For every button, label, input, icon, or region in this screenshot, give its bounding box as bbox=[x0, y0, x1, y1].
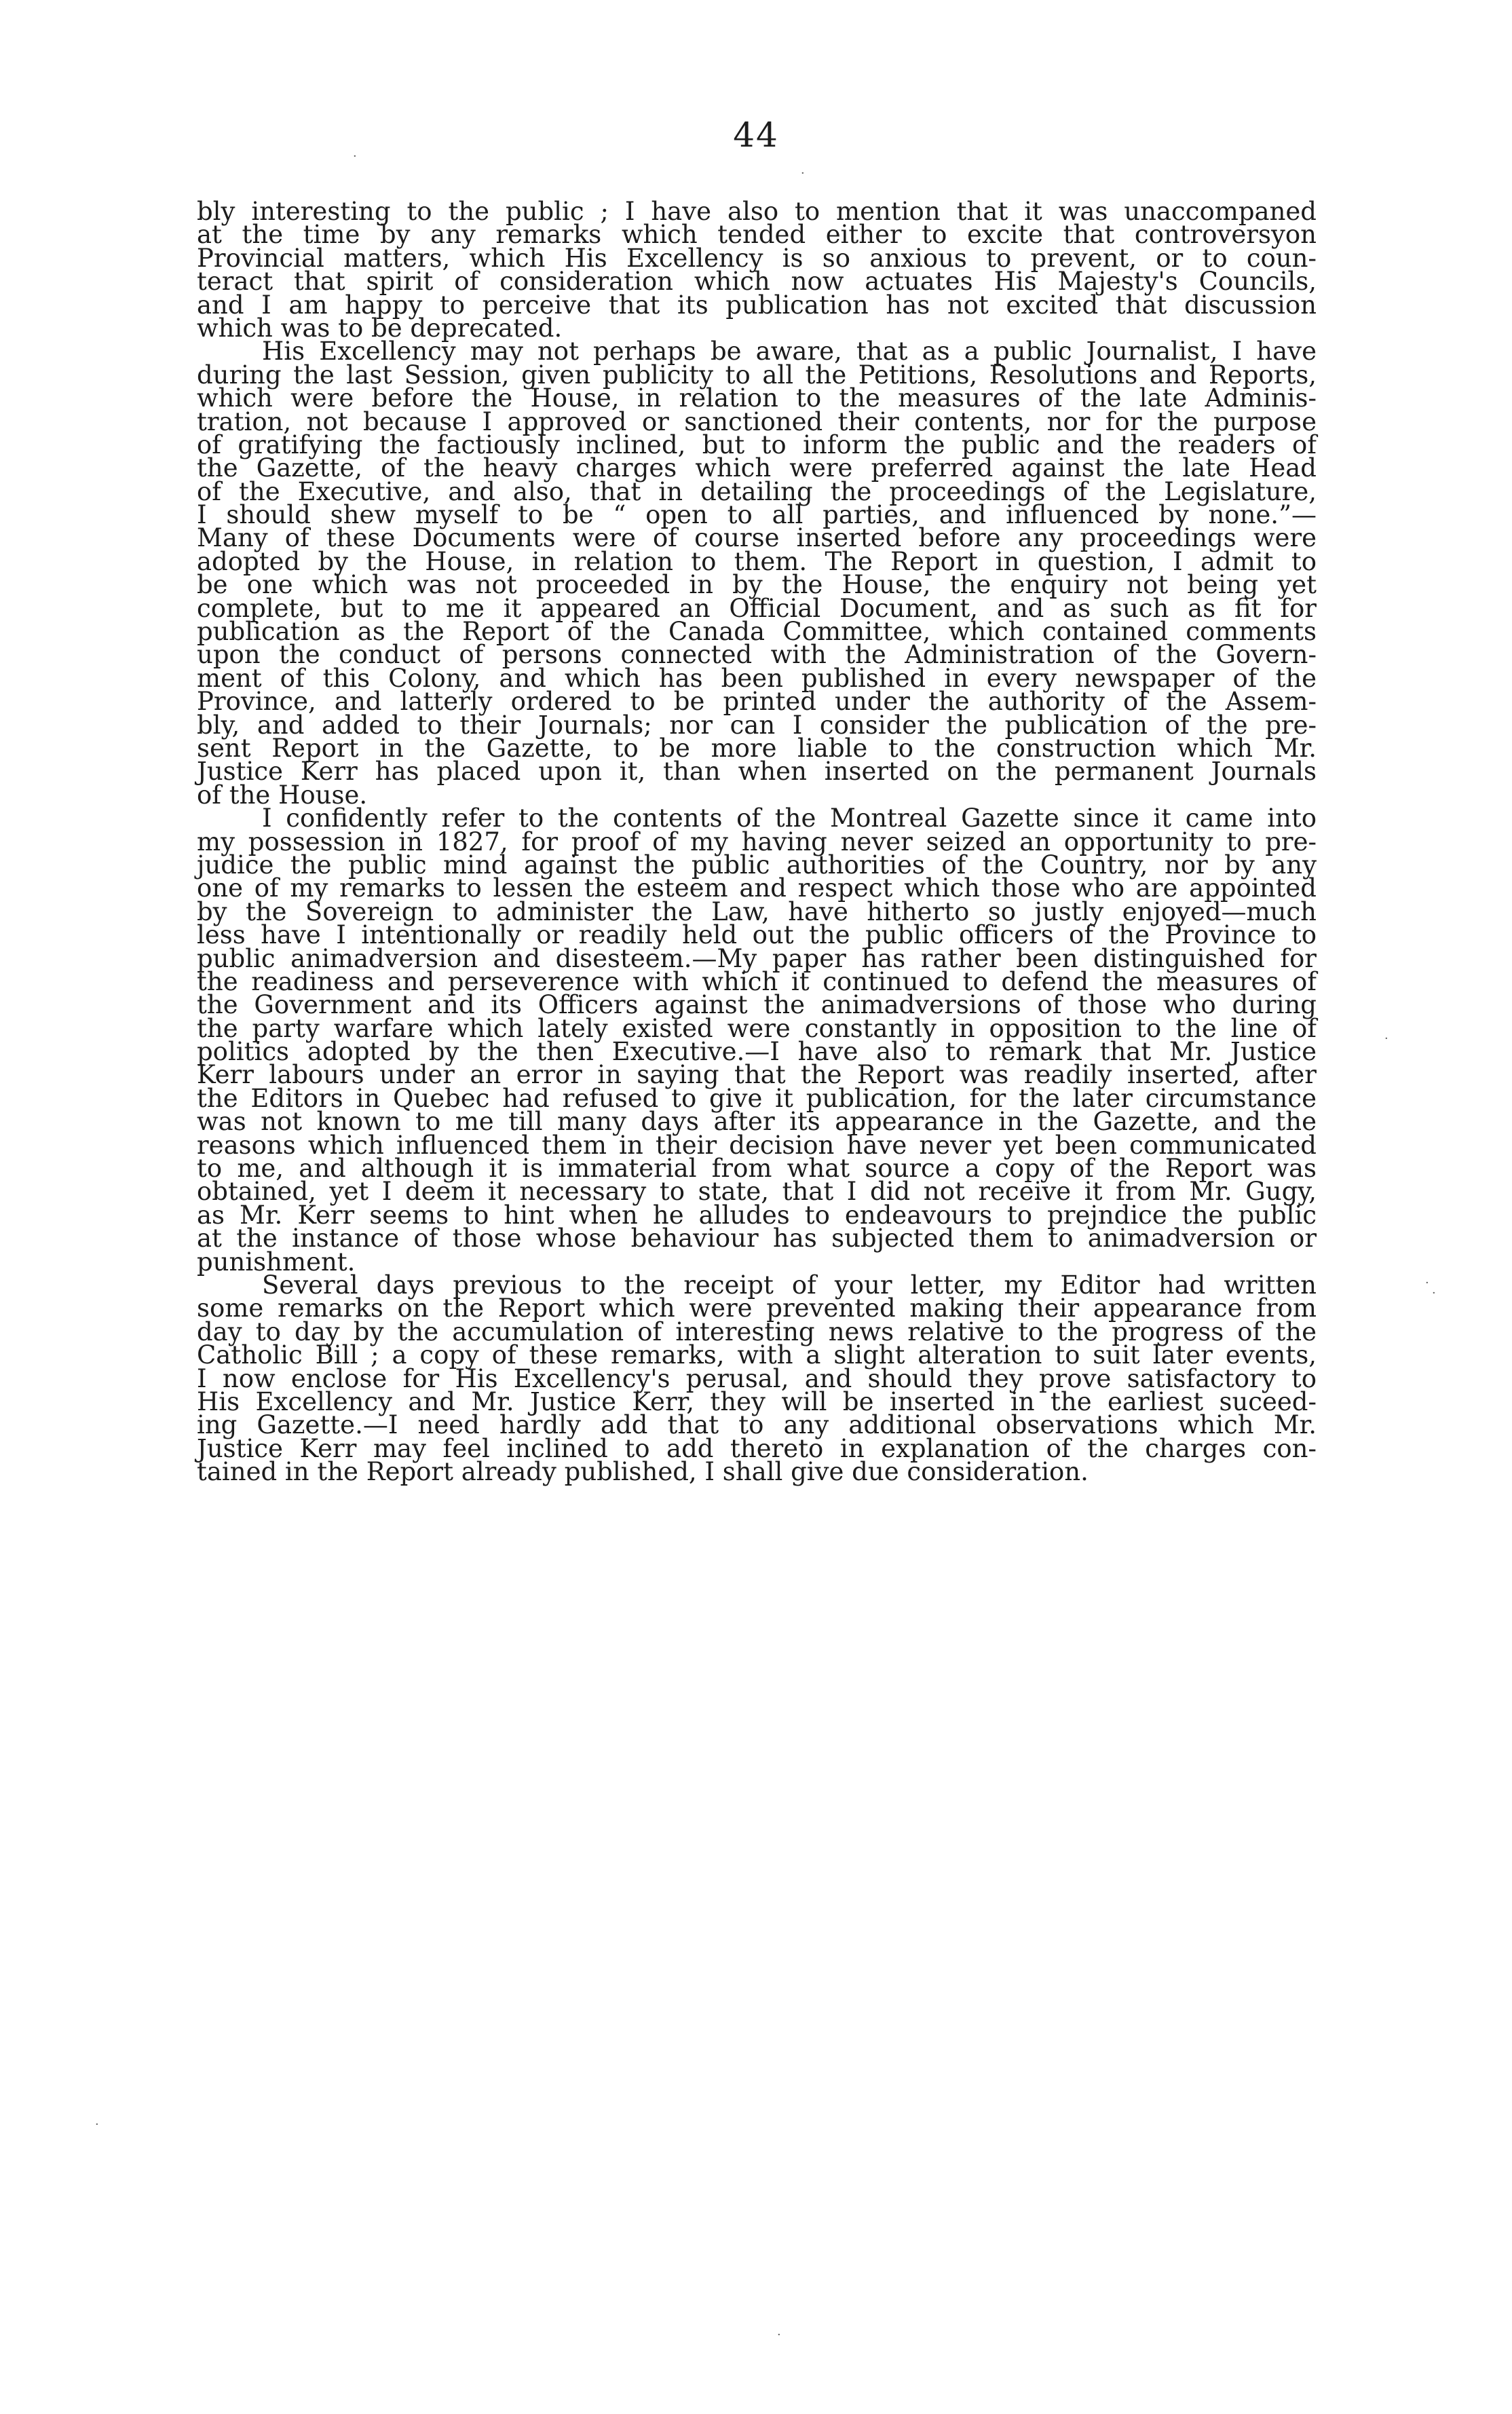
text-line: Catholic Bill ; a copy of these remarks, with a slight alteration to suit later events, bbox=[197, 1340, 1317, 1370]
text-line: Justice Kerr may feel inclined to add thereto in explanation of the charges con- bbox=[197, 1433, 1317, 1463]
speck: · bbox=[95, 2117, 99, 2132]
text-line: the Gazette, of the heavy charges which were preferred against the late Head bbox=[197, 453, 1317, 483]
text-line: upon the conduct of persons connected with the Administration of the Govern- bbox=[197, 640, 1317, 670]
text-line: be one which was not proceeded in by the House, the enquiry not being yet bbox=[197, 570, 1317, 600]
speck: · bbox=[801, 166, 805, 181]
text-line: Many of these Documents were of course inserted before any proceedings were bbox=[197, 523, 1317, 553]
text-line: His Excellency may not perhaps be aware, that as a public Journalist, I have bbox=[262, 337, 1317, 366]
text-line: publication as the Report of the Canada Committee, which contained comments bbox=[197, 617, 1317, 647]
text-line: public animadversion and disesteem.—My paper has rather been distinguished for bbox=[197, 943, 1317, 973]
text-line: some remarks on the Report which were prevented making their appearance from bbox=[197, 1294, 1317, 1323]
text-line: bly, and added to their Journals; nor can I consider the publication of the pre- bbox=[197, 710, 1317, 740]
text-line: was not known to me till many days after its appearance in the Gazette, and the bbox=[197, 1107, 1317, 1137]
text-line: and I am happy to perceive that its publication has not excited that discussion bbox=[197, 290, 1317, 320]
text-line: ing Gazette.—I need hardly add that to any additional observations which Mr. bbox=[197, 1410, 1317, 1440]
text-line: one of my remarks to lessen the esteem and respect which those who are appointed bbox=[197, 873, 1317, 903]
letter-body bbox=[197, 197, 1317, 1487]
text-line: Justice Kerr has placed upon it, than when inserted on the permanent Journals bbox=[197, 757, 1317, 787]
text-line: which was to be deprecated. bbox=[197, 313, 563, 343]
text-line: ment of this Colony, and which has been published in every newspaper of the bbox=[197, 663, 1317, 693]
text-line: reasons which influenced them in their decision have never yet been communicated bbox=[197, 1130, 1317, 1160]
text-line: by the Sovereign to administer the Law, have hitherto so justly enjoyed—much bbox=[197, 897, 1317, 926]
speck: · bbox=[353, 149, 357, 164]
text-line: the Government and its Officers against the animadversions of those who during bbox=[197, 990, 1317, 1020]
text-line: Kerr labours under an error in saying that the Report was readily inserted, after bbox=[197, 1060, 1317, 1090]
text-line: I now enclose for His Excellency's perusal, and should they prove satisfactory to bbox=[197, 1363, 1317, 1393]
text-line: bly interesting to the public ; I have also to mention that it was unaccompaned bbox=[197, 197, 1317, 226]
text-line: teract that spirit of consideration which now actuates His Majesty's Councils, bbox=[197, 267, 1317, 297]
text-line: judice the public mind against the public authorities of the Country, nor by any bbox=[197, 850, 1317, 880]
text-line: I confidently refer to the contents of the Montreal Gazette since it came into bbox=[262, 804, 1317, 833]
text-line: Several days previous to the receipt of your letter, my Editor had written bbox=[262, 1270, 1317, 1300]
text-line: at the instance of those whose behaviour has subjected them to animadversion or bbox=[197, 1224, 1317, 1253]
text-line: I should shew myself to be “ open to all parties, and influenced by none.”— bbox=[197, 500, 1317, 530]
text-line: of gratifying the factiously inclined, but to inform the public and the readers of bbox=[197, 430, 1317, 459]
text-line: Provincial matters, which His Excellency is so anxious to prevent, or to coun- bbox=[197, 243, 1317, 273]
text-line: as Mr. Kerr seems to hint when he alludes to endeavours to prejndice the public bbox=[197, 1200, 1317, 1230]
text-line: my possession in 1827, for proof of my having never seized an opportunity to pre- bbox=[197, 827, 1317, 856]
text-line: to me, and although it is immaterial from what source a copy of the Report was bbox=[197, 1154, 1317, 1184]
text-line: obtained, yet I deem it necessary to state, that I did not receive it from Mr. Gugy, bbox=[197, 1177, 1317, 1207]
text-line: at the time by any remarks which tended either to excite that controversyon bbox=[197, 220, 1317, 250]
text-line: of the Executive, and also, that in detailing the proceedings of the Legislature, bbox=[197, 476, 1317, 506]
text-line: complete, but to me it appeared an Official Document, and as such as fit for bbox=[197, 593, 1317, 623]
text-line: tained in the Report already published, I shall give due consideration. bbox=[197, 1457, 1089, 1487]
text-line: tration, not because I approved or sanctioned their contents, nor for the purpose bbox=[197, 407, 1317, 436]
text-line: the party warfare which lately existed were constantly in opposition to the line of bbox=[197, 1013, 1317, 1043]
speck: · bbox=[777, 2328, 781, 2342]
text-line: of the House. bbox=[197, 780, 368, 810]
text-line: politics adopted by the then Executive.—I have also to remark that Mr. Justice bbox=[197, 1037, 1317, 1067]
speck: · bbox=[1384, 1032, 1388, 1046]
text-line: adopted by the House, in relation to them. The Report in question, I admit to bbox=[197, 546, 1317, 576]
text-line: day to day by the accumulation of interesting news relative to the progress of the bbox=[197, 1317, 1317, 1346]
text-line: punishment. bbox=[197, 1247, 356, 1277]
speck: · bbox=[1425, 1276, 1429, 1290]
text-line: sent Report in the Gazette, to be more liable to the construction which Mr. bbox=[197, 733, 1317, 763]
text-line: the readiness and perseverence with which it continued to defend the measures of bbox=[197, 966, 1317, 996]
text-line: His Excellency and Mr. Justice Kerr, they will be inserted in the earliest suceed- bbox=[197, 1387, 1317, 1416]
text-line: Province, and latterly ordered to be printed under the authority of the Assem- bbox=[197, 687, 1317, 717]
text-line: which were before the House, in relation to the measures of the late Adminis- bbox=[197, 383, 1317, 413]
text-line: the Editors in Quebec had refused to give it publication, for the later circumstance bbox=[197, 1083, 1317, 1113]
page-number: 44 bbox=[733, 115, 779, 155]
text-line: less have I intentionally or readily held out the public officers of the Province to bbox=[197, 920, 1317, 950]
speck: · bbox=[1432, 1286, 1436, 1300]
text-line: during the last Session, given publicity to all the Petitions, Resolutions and Reports, bbox=[197, 360, 1317, 390]
